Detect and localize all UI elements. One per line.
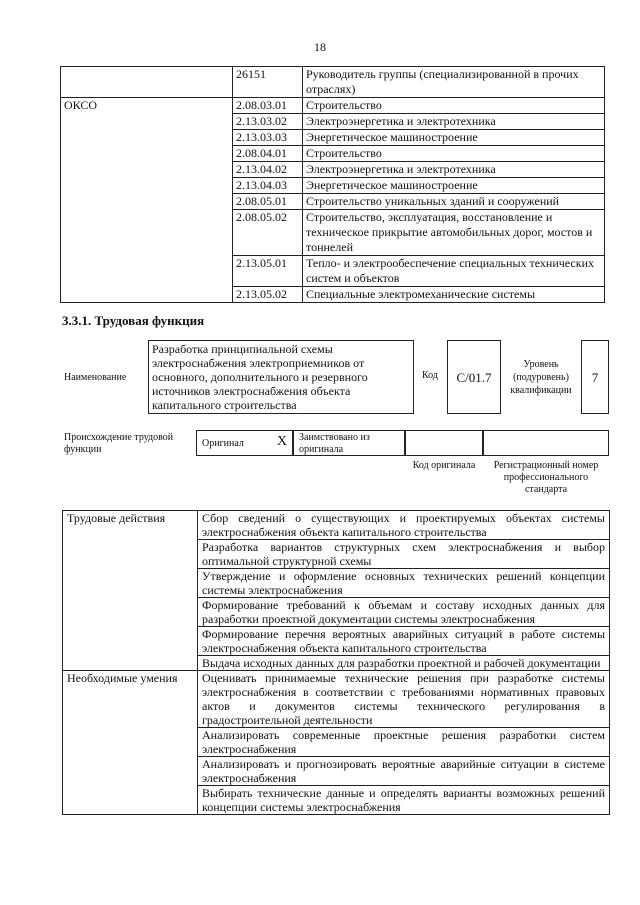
code-label: Код: [422, 370, 438, 381]
action-item: Анализировать и прогнозировать вероятные аварийные ситуации в системе электроснабжения: [198, 757, 610, 786]
row-name: Строительство: [303, 146, 605, 162]
action-item: Выдача исходных данных для разработки проектной и рабочей документации: [198, 656, 610, 671]
action-item: Формирование перечня вероятных аварийных ситуаций в работе системы электроснабжения объекта капитального строительства: [198, 627, 610, 656]
row-label: [61, 256, 233, 287]
group-header: Необходимые умения: [63, 671, 198, 728]
row-label: [61, 178, 233, 194]
function-name: Разработка принципиальной схемы электроснабжения электроприемников от основного, дополнительного и резервного источников электроснабжения объекта капитального строительства: [148, 340, 414, 414]
row-name: Тепло- и электрообеспечение специальных технических систем и объектов: [303, 256, 605, 287]
row-name: Строительство, эксплуатация, восстановление и техническое прикрытие автомобильных дорог, мостов и тоннелей: [303, 210, 605, 256]
table-row: [61, 114, 605, 130]
row-code: 26151: [233, 67, 303, 98]
table-row: [61, 67, 605, 98]
row-code: 2.13.03.03: [233, 130, 303, 146]
table-row: [63, 786, 610, 815]
row-label: ОКСО: [61, 98, 233, 114]
row-code: 2.08.04.01: [233, 146, 303, 162]
original-label: Оригинал: [202, 438, 244, 449]
row-code: 2.13.05.02: [233, 287, 303, 303]
row-label: [61, 130, 233, 146]
group-header-cont: [63, 786, 198, 815]
table-row: [61, 178, 605, 194]
row-name: Руководитель группы (специализированной в прочих отраслях): [303, 67, 605, 98]
row-label: [61, 210, 233, 256]
action-item: Сбор сведений о существующих и проектируемых объектах системы электроснабжения объекта капитального строительства: [198, 511, 610, 540]
group-header-cont: [63, 757, 198, 786]
row-name: Строительство: [303, 98, 605, 114]
table-row: [63, 656, 610, 671]
row-code: 2.13.03.02: [233, 114, 303, 130]
row-code: 2.13.04.02: [233, 162, 303, 178]
original-mark: X: [277, 434, 288, 449]
row-label: [61, 67, 233, 98]
original-code-cell: [405, 430, 483, 456]
page-number: 18: [314, 40, 326, 54]
borrowed-label: Заимствовано из оригинала: [299, 432, 370, 455]
action-item: Анализировать современные проектные решения разработки систем электроснабжения: [198, 728, 610, 757]
row-name: Строительство уникальных зданий и сооружений: [303, 194, 605, 210]
row-code: 2.13.05.01: [233, 256, 303, 287]
table-row: [63, 540, 610, 569]
row-name: Электроэнергетика и электротехника: [303, 114, 605, 130]
table-row: [63, 511, 610, 540]
row-code: 2.13.04.03: [233, 178, 303, 194]
action-item: Выбирать технические данные и определять варианты возможных решений концепции системы электроснабжения: [198, 786, 610, 815]
group-header-cont: [63, 656, 198, 671]
action-item: Утверждение и оформление основных технических решений концепции системы электроснабжения: [198, 569, 610, 598]
qualification-level: 7: [581, 340, 609, 414]
row-name: Энергетическое машиностроение: [303, 178, 605, 194]
table-row: [61, 130, 605, 146]
group-header-cont: [63, 540, 198, 569]
row-label: [61, 162, 233, 178]
group-header-cont: [63, 569, 198, 598]
table-row: [61, 146, 605, 162]
row-code: 2.08.05.01: [233, 194, 303, 210]
table-row: [61, 210, 605, 256]
row-name: Электроэнергетика и электротехника: [303, 162, 605, 178]
row-label: [61, 287, 233, 303]
level-label: Уровень (подуровень) квалификации: [510, 359, 572, 396]
name-label: Наименование: [64, 372, 127, 383]
row-label: [61, 146, 233, 162]
row-name: Энергетическое машиностроение: [303, 130, 605, 146]
section-title: 3.3.1. Трудовая функция: [62, 313, 205, 328]
group-header-cont: [63, 627, 198, 656]
action-item: Оценивать принимаемые технические решения при разработке системы электроснабжения в соответствии с требованиями нормативных правовых актов и документов системы технического регулирования в градостроительной деятельности: [198, 671, 610, 728]
table-row: [63, 569, 610, 598]
group-header-cont: [63, 598, 198, 627]
action-item: Разработка вариантов структурных схем электроснабжения и выбор оптимальной структурной схемы: [198, 540, 610, 569]
original-code-caption: Код оригинала: [412, 460, 476, 471]
table-row: [61, 287, 605, 303]
row-label: [61, 114, 233, 130]
group-header: Трудовые действия: [63, 511, 198, 540]
reg-number-cell: [483, 430, 609, 456]
table-row: [63, 757, 610, 786]
row-label: [61, 194, 233, 210]
table-row: [61, 98, 605, 114]
row-code: 2.08.05.02: [233, 210, 303, 256]
okso-table: [60, 66, 605, 303]
table-row: [63, 627, 610, 656]
table-row: [63, 728, 610, 757]
row-code: 2.08.03.01: [233, 98, 303, 114]
table-row: [63, 671, 610, 728]
reg-number-caption: Регистрационный номер профессионального стандарта: [493, 460, 599, 495]
function-code: С/01.7: [447, 340, 501, 414]
row-name: Специальные электромеханические системы: [303, 287, 605, 303]
action-item: Формирование требований к объемам и составу исходных данных для разработки проектной документации системы электроснабжения: [198, 598, 610, 627]
table-row: [63, 598, 610, 627]
actions-table: [62, 510, 610, 815]
group-header-cont: [63, 728, 198, 757]
table-row: [61, 162, 605, 178]
origin-label: Происхождение трудовой функции: [64, 432, 174, 455]
table-row: [61, 194, 605, 210]
table-row: [61, 256, 605, 287]
